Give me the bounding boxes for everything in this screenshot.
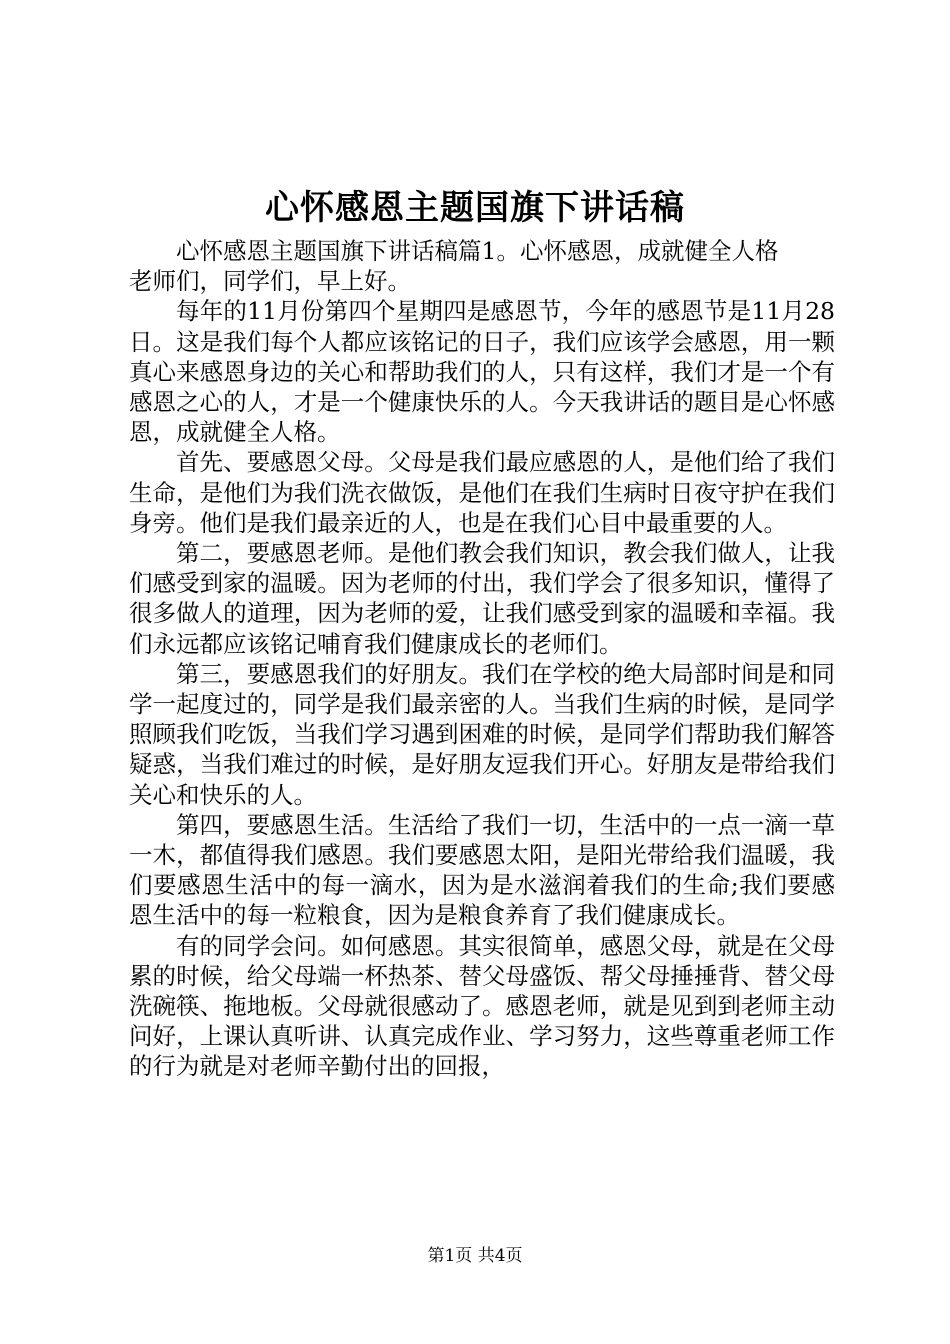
document-title: 心怀感恩主题国旗下讲话稿 — [265, 188, 685, 228]
document-body — [129, 236, 835, 1082]
paragraph: 第四，要感恩生活。生活给了我们一切，生活中的一点一滴一草一木，都值得我们感恩。我们要感恩太阳，是阳光带给我们温暖，我们要感恩生活中的每一滴水，因为是水滋润着我们的生命;我们要感恩生活中的每一粒粮食，因为是粮食养育了我们健康成长。 — [129, 810, 835, 930]
paragraph: 每年的11月份第四个星期四是感恩节，今年的感恩节是11月28日。这是我们每个人都应该铭记的日子，我们应该学会感恩，用一颗真心来感恩身边的关心和帮助我们的人，只有这样，我们才是一个有感恩之心的人，才是一个健康快乐的人。今天我讲话的题目是心怀感恩，成就健全人格。 — [129, 297, 835, 447]
paragraph: 老师们，同学们，早上好。 — [129, 267, 411, 296]
paragraph: 有的同学会问。如何感恩。其实很简单，感恩父母，就是在父母累的时候，给父母端一杯热茶、替父母盛饭、帮父母捶捶背、替父母洗碗筷、拖地板。父母就很感动了。感恩老师，就是见到到老师主动问好，上课认真听讲、认真完成作业、学习努力，这些尊重老师工作的行为就是对老师辛勤付出的回报， — [129, 931, 835, 1081]
paragraph: 第二，要感恩老师。是他们教会我们知识，教会我们做人，让我们感受到家的温暖。因为老师的付出，我们学会了很多知识，懂得了很多做人的道理，因为老师的爱，让我们感受到家的温暖和幸福。我们永远都应该铭记哺育我们健康成长的老师们。 — [129, 539, 835, 658]
paragraph: 首先、要感恩父母。父母是我们最应感恩的人，是他们给了我们生命，是他们为我们洗衣做饭，是他们在我们生病时日夜守护在我们身旁。他们是我们最亲近的人，也是在我们心目中最重要的人。 — [129, 448, 835, 537]
paragraph: 心怀感恩主题国旗下讲话稿篇1。心怀感恩，成就健全人格 — [176, 237, 779, 265]
page-number-footer: 第1页 共4页 — [427, 1246, 523, 1266]
paragraph: 第三，要感恩我们的好朋友。我们在学校的绝大局部时间是和同学一起度过的，同学是我们最亲密的人。当我们生病的时候，是同学照顾我们吃饭，当我们学习遇到困难的时候，是同学们帮助我们解答疑惑，当我们难过的时候，是好朋友逗我们开心。好朋友是带给我们关心和快乐的人。 — [129, 659, 835, 809]
